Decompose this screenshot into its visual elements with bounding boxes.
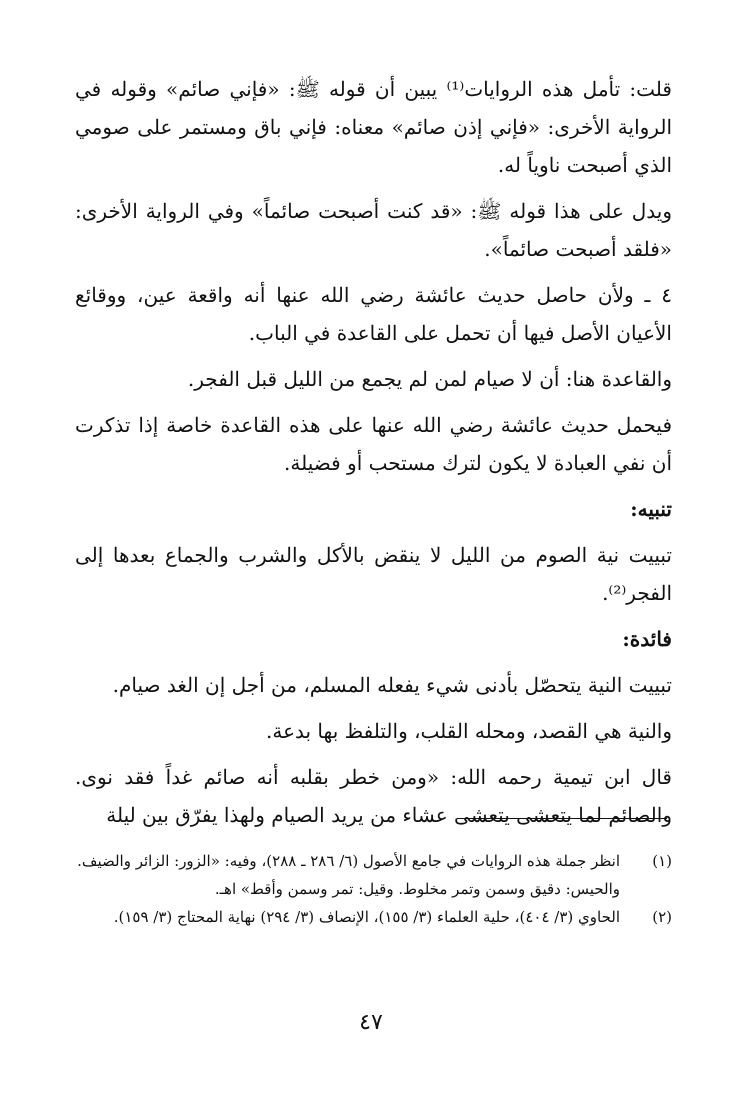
paragraph-faida-definition: والنية هي القصد، ومحله القلب، والتلفظ بها بدعة.: [265, 719, 672, 743]
paragraph-narrations: قلت: تأمل هذه الروايات⁽¹⁾ يبين أن قوله ﷺ: «فإني صائم» وقوله في الرواية الأخرى: «فإني إذن صائم» معناه: فإني باق ومستمر على صومي الذي أصبحت ناوياً له.: [75, 77, 672, 177]
footnote-divider: [457, 818, 667, 819]
footnote-1-number: (١): [652, 852, 672, 870]
footnote-1-text: انظر جملة هذه الروايات في جامع الأصول (٦/ ٢٨٦ ـ ٢٨٨)، وفيه: «الزور: الزائر والضيف.: [77, 852, 620, 870]
footnote-2-text: الحاوي (٣/ ٤٠٤)، حلية العلماء (٣/ ١٥٥)، الإنصاف (٣/ ٢٩٤) نهاية المحتاج (٣/ ١٥٩).: [113, 908, 620, 926]
paragraph-rule: والقاعدة هنا: أن لا صيام لمن لم يجمع من الليل قبل الفجر.: [187, 367, 672, 391]
footnote-1: [75, 848, 672, 874]
heading-faida: فائدة:: [622, 627, 672, 651]
paragraph-faida-ibn-taymiyya: قال ابن تيمية رحمه الله: «ومن خطر بقلبه أنه صائم غداً فقد نوى. والصائم لما يتعشى يتعشى عشاء من يريد الصيام ولهذا يفرّق بين ليلة: [75, 765, 672, 827]
footnote-2-number: (٢): [652, 908, 672, 926]
paragraph-tanbih: تبييت نية الصوم من الليل لا ينقض بالأكل والشرب والجماع بعدها إلى الفجر⁽²⁾.: [75, 543, 672, 605]
paragraph-point-four: ٤ ـ ولأن حاصل حديث عائشة رضي الله عنها أنه واقعة عين، ووقائع الأعيان الأصل فيها أن تحمل على القاعدة في الباب.: [75, 283, 672, 345]
footnote-2: [75, 904, 672, 930]
page-body: [75, 70, 672, 842]
page-number: ٤٧: [359, 1010, 383, 1035]
footnotes: [75, 848, 672, 932]
paragraph-evidence: ويدل على هذا قوله ﷺ: «قد كنت أصبحت صائماً» وفي الرواية الأخرى: «فلقد أصبحت صائماً».: [75, 199, 672, 261]
heading-tanbih: تنبيه:: [630, 497, 672, 521]
footnote-1-continuation: والحيس: دقيق وسمن وتمر مخلوط. وقيل: تمر وسمن وأقط» اهـ.: [214, 880, 620, 898]
paragraph-aisha-hadith: فيحمل حديث عائشة رضي الله عنها على هذه القاعدة خاصة إذا تذكرت أن نفي العبادة لا يكون لترك مستحب أو فضيلة.: [75, 413, 672, 475]
paragraph-faida-intention: تبييت النية يتحصّل بأدنى شيء يفعله المسلم، من أجل إن الغد صيام.: [112, 673, 672, 697]
